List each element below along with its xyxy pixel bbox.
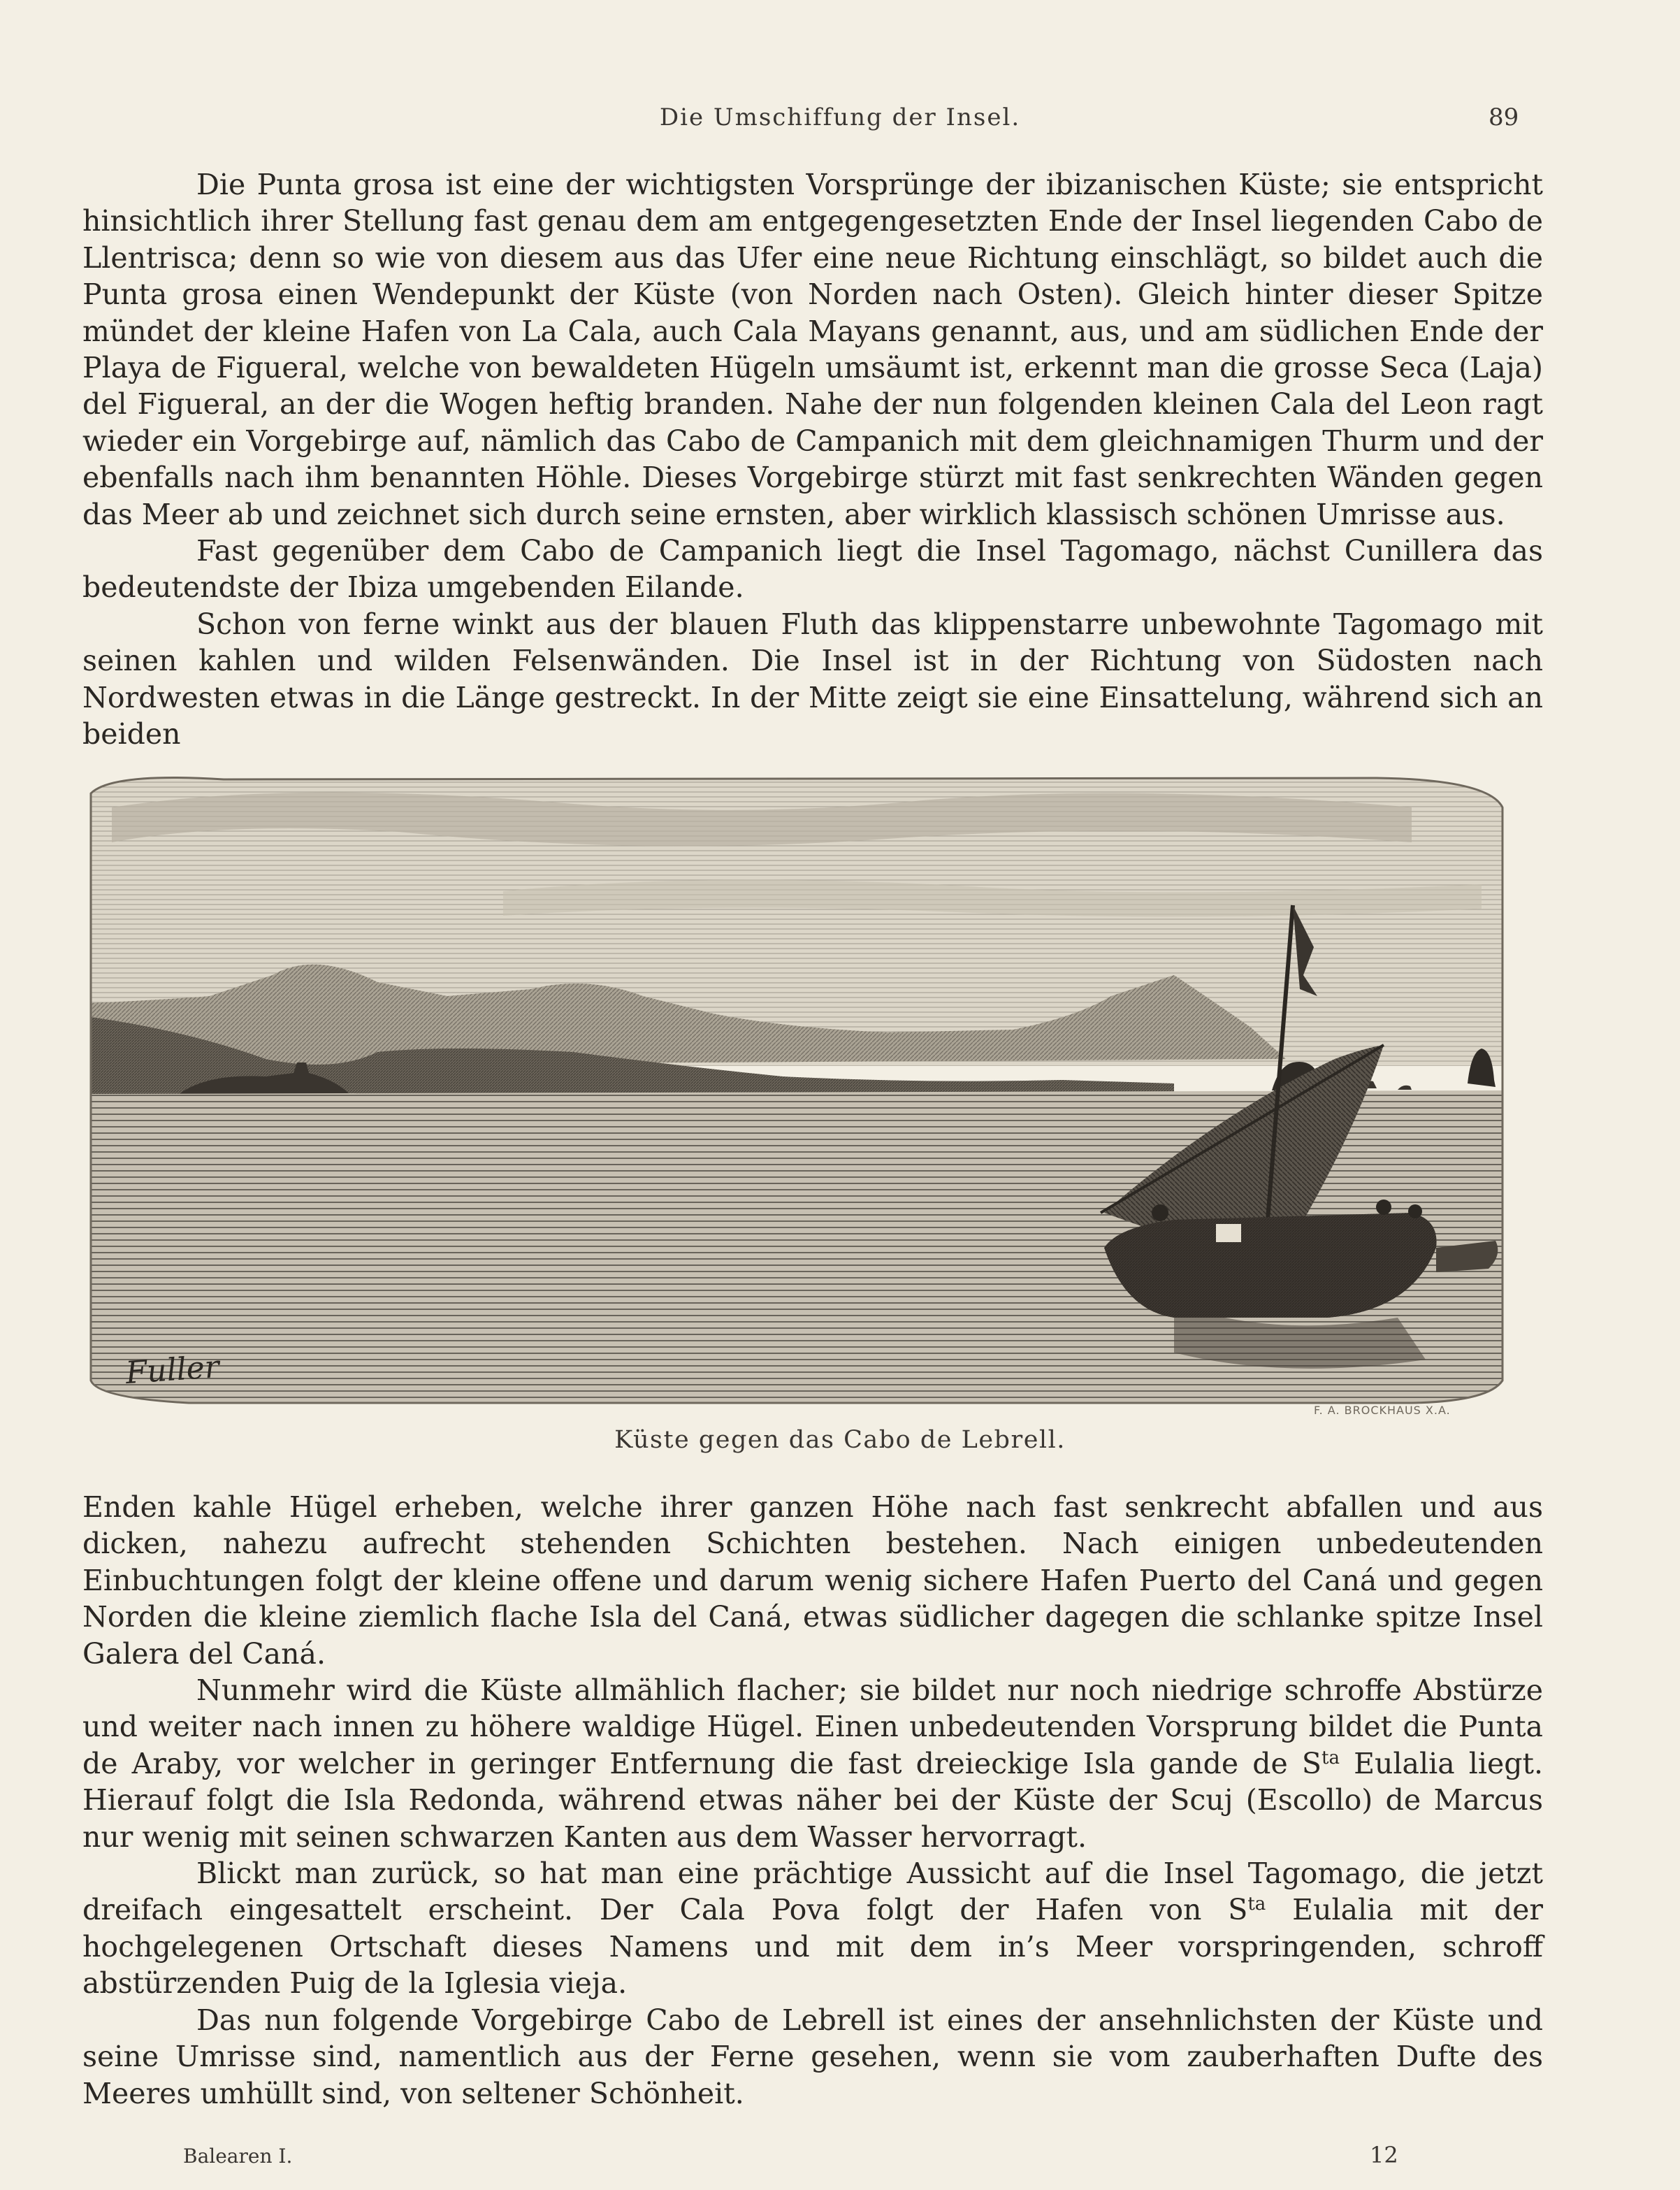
page-number: 89 <box>1489 103 1519 131</box>
paragraph-tagomago-description: Schon von ferne winkt aus der blauen Fluth das klippenstarre unbewohnte Tagomago mit seinen kahlen und wilden Felsenwänden. Die Insel ist in der Richtung von Südosten nach Nordwesten etwas in die Länge gestreckt. In der Mitte zeigt sie eine Einsattelung, während sich an beiden <box>82 607 1543 751</box>
body-text-top <box>82 166 1543 753</box>
engraving-illustration <box>84 765 1523 1415</box>
paragraph-punta-grosa: Die Punta grosa ist eine der wichtigsten Vorsprünge der ibizanischen Küste; sie entspricht hinsichtlich ihrer Stellung fast genau dem am entgegengesetzten Ende der Insel liegenden Cabo de Llentrisca; denn so wie von diesem aus das Ufer eine neue Richtung einschlägt, so bildet auch die Punta grosa einen Wendepunkt der Küste (von Norden nach Osten). Gleich hinter dieser Spitze mündet der kleine Hafen von La Cala, auch Cala Mayans genannt, aus, und am südlichen Ende der Playa de Figueral, welche von bewaldeten Hügeln umsäumt ist, erkennt man die grosse Seca (Laja) del Figueral, an der die Wogen heftig branden. Nahe der nun folgenden kleinen Cala del Leon ragt wieder ein Vorgebirge auf, nämlich das Cabo de Campanich mit dem gleichnamigen Thurm und der ebenfalls nach ihm benannten Höhle. Dieses Vorgebirge stürzt mit fast senkrechten Wänden gegen das Meer ab und zeichnet sich durch seine ernsten, aber wirklich klassisch schönen Umrisse aus. <box>82 168 1543 531</box>
body-text-bottom <box>82 1489 1543 2112</box>
paragraph-view-back: Blickt man zurück, so hat man eine prächtige Aussicht auf die Insel Tagomago, die jetzt dreifach eingesattelt erscheint. Der Cala Pova folgt der Hafen von $S^{ta}$ Eulalia mit der hochgelegenen Ortschaft dieses Namens und mit dem in’s Meer vorspringenden, schroff abstürzenden Puig de la Iglesia vieja. <box>82 1857 1543 2001</box>
paragraph-tagomago-intro: Fast gegenüber dem Cabo de Campanich liegt die Insel Tagomago, nächst Cunillera das bedeutendste der Ibiza umgebenden Eilande. <box>82 534 1543 605</box>
figure-caption: Küste gegen das Cabo de Lebrell. <box>614 1426 1066 1454</box>
running-title: Die Umschiffung der Insel. <box>659 103 1021 131</box>
sailor <box>1376 1200 1391 1215</box>
hull-marking <box>1216 1224 1241 1242</box>
sailor <box>1408 1204 1422 1218</box>
sheet-number: 12 <box>1370 2142 1398 2168</box>
sailor <box>1152 1204 1168 1221</box>
paragraph-cabo-lebrell: Das nun folgende Vorgebirge Cabo de Lebrell ist eines der ansehnlichsten der Küste und seine Umrisse sind, namentlich aus der Ferne gesehen, wenn sie vom zauberhaften Dufte des Meeres umhüllt sind, von seltener Schönheit. <box>82 2003 1543 2110</box>
artist-signature: Fuller <box>124 1348 221 1392</box>
paragraph-tagomago-continued: Enden kahle Hügel erheben, welche ihrer ganzen Höhe nach fast senkrecht abfallen und aus dicken, nahezu aufrecht stehenden Schichten bestehen. Nach einigen unbedeutenden Einbuchtungen folgt der kleine offene und darum wenig sichere Hafen Puerto del Caná und gegen Norden die kleine ziemlich flache Isla del Caná, etwas südlicher dagegen die schlanke spitze Insel Galera del Caná. <box>82 1490 1543 1671</box>
paragraph-flat-coast: Nunmehr wird die Küste allmählich flacher; sie bildet nur noch niedrige schroffe Abstürze und weiter nach innen zu höhere waldige Hügel. Einen unbedeutenden Vorsprung bildet die Punta de Araby, vor welcher in geringer Entfernung die fast dreieckige Isla gande de $S^{ta}$ Eulalia liegt. Hierauf folgt die Isla Redonda, während etwas näher bei der Küste der Scuj (Escollo) de Marcus nur wenig mit seinen schwarzen Kanten aus dem Wasser hervorragt. <box>82 1673 1543 1854</box>
signature-mark: Balearen I. <box>183 2145 293 2168</box>
engraver-credit: F. A. BROCKHAUS X.A. <box>1314 1404 1451 1415</box>
rock-islet <box>1398 1086 1412 1090</box>
